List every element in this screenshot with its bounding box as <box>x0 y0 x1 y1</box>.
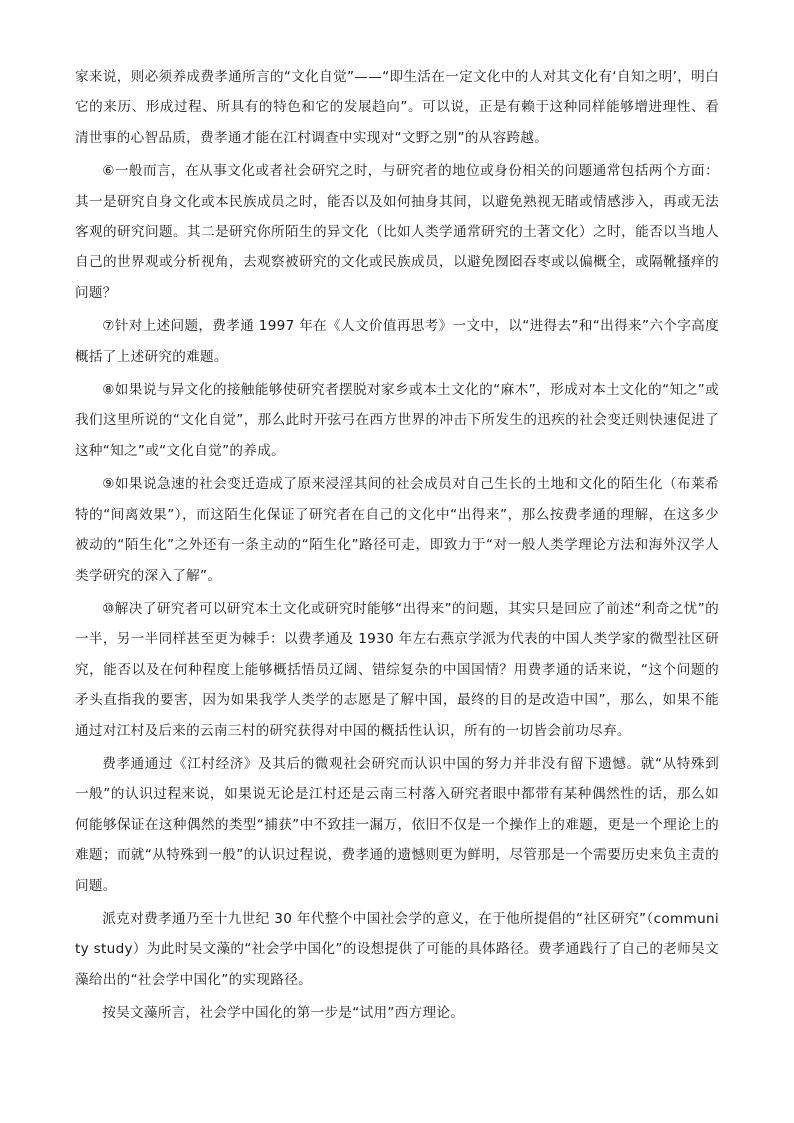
paragraph-9: ⑨如果说急速的社会变迁造成了原来浸淫其间的社会成员对自己生长的土地和文化的陌生化（布莱希特的“间离效果”），而这陌生化保证了研究者在自己的文化中“出得来”，那么按费孝通的理解，在这多少被动的“陌生化”之外还有一条主动的“陌生化”路径可走，即致力于“对一般人类学理论方法和海外汉学人类学研究的深入了解”。 <box>75 476 719 584</box>
paragraph-question-b: 派克对费孝通乃至十九世纪 30 年代整个中国社会学的意义，在于他所提倡的“社区研究”（community study）为此时吴文藻的“社会学中国化”的设想提供了可能的具体路径。费孝通践行了自己的老师吴文藻给出的“社会学中国化”的实现路径。 <box>75 910 719 988</box>
paragraph-1: 家来说，则必须养成费孝通所言的“文化自觉”——“即生活在一定文化中的人对其文化有‘自知之明’，明白它的来历、形成过程、所具有的特色和它的发展趋向”。可以说，正是有赖于这种同样能够增进理性、看清世事的心智品质，费孝通才能在江村调查中实现对“文野之别”的从容跨越。 <box>75 69 719 146</box>
paragraph-6: ⑥一般而言，在从事文化或者社会研究之时，与研究者的地位或身份相关的问题通常包括两个方面：其一是研究自身文化或本民族成员之时，能否以及如何抽身其间，以避免熟视无睹或情感涉入，再或无法客观的研究问题。其二是研究你所陌生的异文化（比如人类学通常研究的土著文化）之时，能否以当地人自己的世界观或分析视角，去观察被研究的文化或民族成员，以避免囫囵吞枣或以偏概全，或隔靴搔痒的问题？ <box>75 163 719 301</box>
paragraph-question-a: 费孝通通过《江村经济》及其后的微观社会研究而认识中国的努力并非没有留下遗憾。就“从特殊到一般”的认识过程来说，如果说无论是江村还是云南三村落入研究者眼中都带有某种偶然性的话，那么如何能够保证在这种偶然的类型“捕获”中不致挂一漏万，依旧不仅是一个操作上的难题，更是一个理论上的难题；而就“从特殊到一般”的认识过程说，费孝通的遗憾则更为鲜明，尽管那是一个需要历史来负主责的问题。 <box>75 755 719 894</box>
paragraph-10: ⑩解决了研究者可以研究本土文化或研究时能够“出得来”的问题，其实只是回应了前述“利奇之忧”的一半，另一半同样甚至更为棘手：以费孝通及 1930 年左右燕京学派为代表的中国人类学家的微型社区研究，能否以及在何种程度上能够概括悟员辽阔、错综复杂的中国国情？用费孝通的话来说，“这个问题的矛头直指我的要害，因为如果我学人类学的志愿是了解中国，最终的目的是改造中国”，那么，如果不能通过对江村及后来的云南三村的研究获得对中国的概括性认识，所有的一切皆会前功尽弃。 <box>75 600 719 739</box>
paragraph-question-c: 按吴文藻所言，社会学中国化的第一步是“试用”西方理论。 <box>102 1005 465 1022</box>
document-page <box>75 62 719 1032</box>
paragraph-7: ⑦针对上述问题，费孝通 1997 年在《人文价值再思考》一文中，以“进得去”和“出得来”六个字高度概括了上述研究的难题。 <box>75 318 719 365</box>
paragraph-8: ⑧如果说与异文化的接触能够使研究者摆脱对家乡或本土文化的“麻木”，形成对本土文化的“知之”或我们这里所说的“文化自觉”，那么此时开弦弓在西方世界的冲击下所发生的迅疾的社会变迁则快速促进了这种“知之”或“文化自觉”的养成。 <box>75 382 719 459</box>
